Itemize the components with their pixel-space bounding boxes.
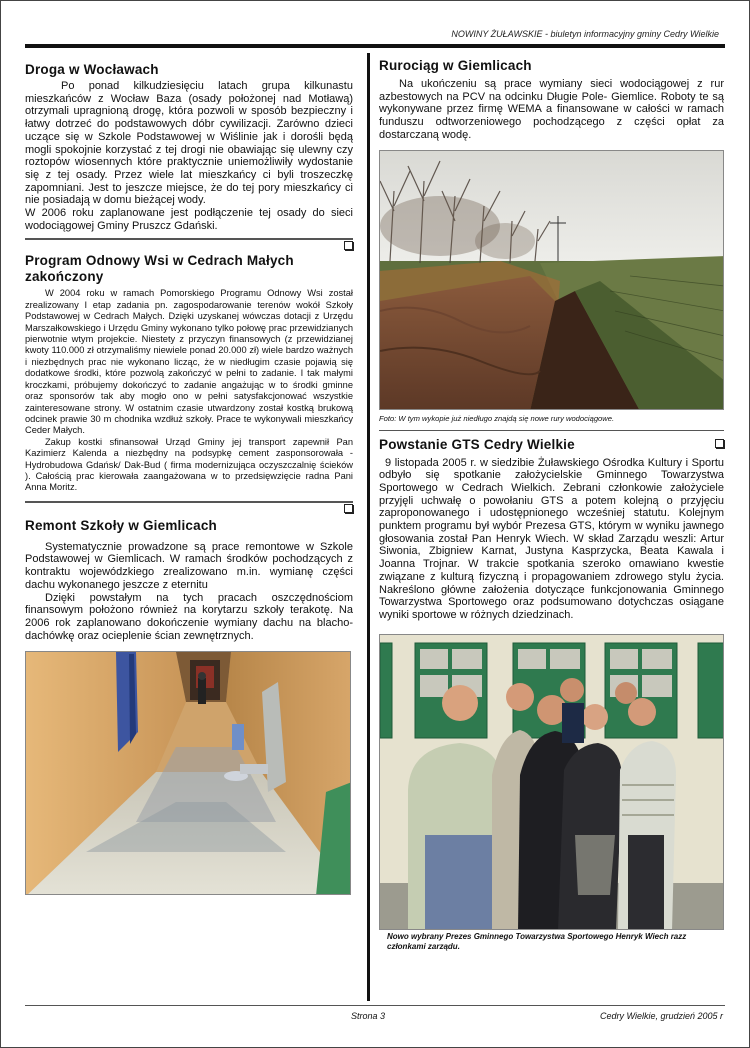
- box-icon: [344, 241, 353, 250]
- article-body: W 2006 roku zaplanowane jest podłączenie tej osady do sieci wodociągowej Gminy Pruszcz Gdański.: [25, 207, 353, 232]
- article-title: Remont Szkoły w Giemlicach: [25, 517, 218, 533]
- issue-date: Cedry Wielkie, grudzień 2005 r: [600, 1011, 723, 1021]
- school-corridor-image: [26, 652, 351, 895]
- section-separator: [25, 501, 353, 503]
- gts-board-image: [380, 635, 724, 930]
- trench-image: [380, 151, 724, 410]
- trench-photo: [379, 150, 724, 410]
- article-body: W 2004 roku w ramach Pomorskiego Programu Odnowy Wsi został zrealizowany I etap zadania pn. zagospodarowanie terenów wokół Szkoły Podstawowej w Cedrach Małych. Dzięki uzyskanej wówczas dotacji z Urzędu Marszałkowskiego i Urzędu Gminy wykonano tylko połowę prac przewidzianych pierwotnie wtym projekcie. Niestety z przyczyn finansowych (z przewidzianej kwoty 110.000 zł otrzymaliśmy niewiele ponad 20.000 zł) wiele bardzo ważnych i niezbędnych prac nie wykonano licząc, że w niedługim czasie pojawią się dodatkowe środki, które pozwolą zakończyć w pełni to zadanie. I tak małymi kroczkami, próbujemy dokończyć to zadanie angażując w to środki gminne oraz sponsorów tak aby mogło ono w pełni satysfakcjonować wszystkie zainteresowane strony. W ostatnim czasie utwardzony został kostką brukową odcinek prawie 30 m chodnika wzdłuż szkoły. Prace te wykonywali mieszkańcy Ceder Małych.: [25, 288, 353, 436]
- footer-rule: [25, 1005, 725, 1006]
- gts-board-photo: [379, 634, 724, 930]
- page-number: Strona 3: [351, 1011, 386, 1021]
- article-droga: [25, 62, 353, 232]
- article-body: Zakup kostki sfinansował Urząd Gminy jej transport zapewnił Pan Kazimierz Kalenda a niezbędny na podsypkę cement zasponsorowała - Hydrobudowa Gdańsk/ Dak-Bud ( firma modernizująca oczyszczalnię ścieków ). Całością prac kierowała zaangażowana w to przedsięwzięcie radna Pani Anna Moritz.: [25, 436, 353, 493]
- article-remont: [25, 518, 353, 643]
- article-body: Na ukończeniu są prace wymiany sieci wodociągowej z rur azbestowych na PCV na odcinku Długie Pole- Giemlice. Roboty te są wykonywane przez firmę WEMA a finansowane w całości w ramach funduszu odtworzeniowego pochodzącego z części opłat za dostarczaną wodę.: [379, 78, 724, 141]
- column-divider: [367, 53, 370, 1001]
- left-column: [25, 53, 353, 895]
- box-icon: [715, 439, 724, 448]
- section-separator: [25, 238, 353, 240]
- right-column: [379, 53, 724, 952]
- section-separator: [379, 430, 724, 431]
- article-body: Dzięki powstałym na tych pracach oszczędnościom finansowym położono również na korytarzu szkoły terakotę. Na 2006 rok zaplanowano dokończenie wymiany dachu na blacho-dachówkę oraz ocieplenie ścian zewnętrznych.: [25, 591, 353, 642]
- article-body: Systematycznie prowadzone są prace remontowe w Szkole Podstawowej w Giemlicach. W ramach środków pochodzących z kontraktu wojewódzkiego zrealizowano m.in. wymianę części dachu wykonanego jeszcze z eternitu: [25, 540, 353, 591]
- school-corridor-photo: [25, 651, 351, 895]
- article-body: Po ponad kilkudziesięciu latach grupa kilkunastu mieszkańców z Wocław Baza (osady położonej nad Motławą) otrzymali upragnioną drogę, która pozwoli w sposób bezpieczny i łatwy dotrzeć do podstawowych dóbr cywilizacji. Zarówno dzieci uczące się w Szkole Podstawowej w Wiślinie jak i dorośli będą mogli spokojnie korzystać z tej drogi nie obawiając się ulewny czy roztopów wiosennych które praktycznie uniemożliwiły wydostanie się z tej osady. Przez wiele lat mieszkańcy ci byli troszeczkę zapomniani. Jest to jeszcze miejsce, że do tej pory mieszkańcy ci nie posiadają w domu bieżącej wody.: [25, 80, 353, 207]
- article-body: 9 listopada 2005 r. w siedzibie Żuławskiego Ośrodka Kultury i Sportu odbyło się spotkanie założycielskie Gminnego Towarzystwa Sportowego w Cedrach Wielkich. Zebrani członkowie założyciele przyjęli uchwałę o powołaniu GTS a potem kolejną o przyjęciu zaproponowanego i udostępnionego wcześniej statutu. Kolejnym punktem programu był wybór Prezesa GTS, którym w wyniku jawnego głosowania został Pan Henryk Wiech. W skład Zarządu weszli: Artur Siwonia, Zbigniew Karnat, Justyna Kasprzycka, Beata Kawala i Joanna Trojnar. W trakcie spotkania szeroko omawiano kwestie związane z kulturą fizyczną i propagowaniem zdrowego stylu życia. Nakreślono główne założenia dotyczące funkcjonowania Gminnego Towarzystwa Sportowego oraz podsumowano dotychczas osiągane wyniki sportowe w różnych dziedzinach.: [379, 456, 724, 621]
- article-title: Rurociąg w Giemlicach: [379, 58, 532, 73]
- header-rule: [25, 44, 725, 48]
- photo-caption: Foto: W tym wykopie już niedługo znajdą się nowe rury wodociągowe.: [379, 413, 615, 423]
- article-title: Program Odnowy Wsi w Cedrach Małych zakończony: [25, 253, 294, 285]
- box-icon: [344, 504, 353, 513]
- article-program: [25, 253, 353, 493]
- article-title: Powstanie GTS Cedry Wielkie: [379, 436, 575, 452]
- running-head: NOWINY ŻUŁAWSKIE - biuletyn informacyjny gminy Cedry Wielkie: [451, 29, 719, 39]
- article-gts: [379, 437, 724, 622]
- photo-caption: Nowo wybrany Prezes Gminnego Towarzystwa Sportowego Henryk Wiech razz członkami zarządu.: [387, 931, 687, 951]
- article-title: Droga w Wocławach: [25, 62, 159, 77]
- article-rurociag: [379, 58, 724, 142]
